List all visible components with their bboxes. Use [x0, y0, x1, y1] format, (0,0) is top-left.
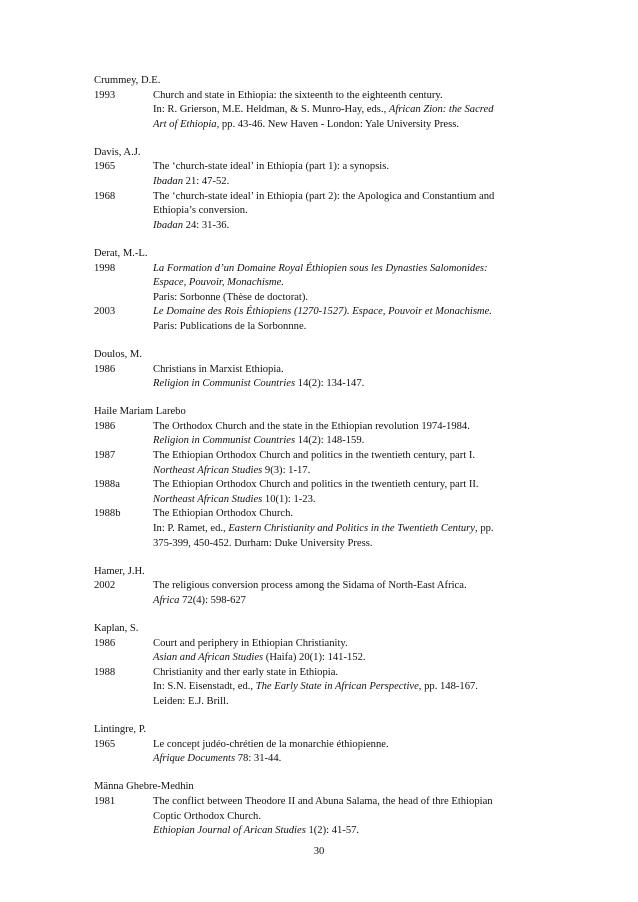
italic-text: The Early State in African Perspective [255, 681, 419, 693]
entry-line [153, 666, 554, 681]
entry-line [153, 695, 554, 710]
italic-text: Ibadan [153, 176, 184, 188]
entry-body [153, 507, 554, 551]
author-block [94, 348, 554, 392]
entry-text: 10(1): 1-23. [262, 493, 316, 505]
italic-text: Le Domaine des Rois Éthiopiens (1270-1527). Espace, Pouvoir et Monachisme. [153, 306, 492, 318]
author-block [94, 780, 554, 838]
bibliography-entry [94, 637, 554, 666]
entry-text: , pp. 43-46. New Haven - London: Yale University Press. [216, 118, 460, 130]
italic-text: Africa [153, 594, 180, 606]
entry-text: Christians in Marxist Ethiopia. [153, 363, 284, 375]
entry-year: 1965 [94, 161, 116, 173]
entry-body [153, 738, 554, 767]
entry-text: In: S.N. Eisenstadt, ed., [153, 681, 256, 693]
entry-text: The Ethiopian Orthodox Church. [153, 508, 294, 520]
entry-body [153, 262, 554, 306]
entry-line [153, 204, 554, 219]
entry-line [153, 594, 554, 609]
entry-body [153, 305, 554, 334]
entry-line [153, 507, 554, 522]
author-block [94, 405, 554, 551]
entry-text: Paris: Publications de la Sorbonnne. [153, 320, 307, 332]
author-name: Crummey, D.E. [94, 75, 161, 86]
entry-line [153, 175, 554, 190]
entry-text: 24: 31-36. [183, 219, 230, 231]
italic-text: Northeast African Studies [153, 493, 263, 505]
author-name: Hamer, J.H. [94, 565, 145, 577]
entry-line [153, 276, 554, 291]
italic-text: Ibadan [153, 219, 184, 231]
author-block [94, 247, 554, 335]
author-name: Lintingre, P. [94, 724, 147, 736]
bibliography-entry [94, 666, 554, 710]
entry-line [153, 637, 554, 652]
entry-text: The religious conversion process among the Sidama of North-East Africa. [153, 580, 467, 592]
author-name: Haile Mariam Larebo [94, 406, 186, 418]
entry-text: 21: 47-52. [183, 176, 230, 188]
author-name: Derat, M.-L. [94, 247, 148, 259]
entry-line [153, 160, 554, 175]
bibliography-entry [94, 449, 554, 478]
author-block [94, 723, 554, 767]
bibliography-entry [94, 420, 554, 449]
entry-text: In: P. Ramet, ed., [153, 523, 229, 535]
entry-text: The Orthodox Church and the state in the Ethiopian revolution 1974-1984. [153, 420, 470, 432]
entry-year: 1993 [94, 89, 116, 101]
entry-line [153, 320, 554, 335]
entry-text: Coptic Orthodox Church. [153, 810, 261, 822]
entry-body [153, 89, 554, 133]
italic-text: African Zion: the Sacred [388, 104, 494, 116]
entry-text: 14(2): 134-147. [295, 378, 365, 390]
entry-body [153, 420, 554, 449]
entry-body [153, 795, 554, 839]
italic-text: Asian and African Studies [153, 652, 264, 664]
italic-text: Eastern Christianity and Politics in the Twentieth Century [228, 523, 476, 535]
entry-line [153, 190, 554, 205]
bibliography-entry [94, 190, 554, 234]
entry-line [153, 537, 554, 552]
entry-text: , pp. 148-167. [418, 681, 478, 693]
entry-text: Ethiopia’s conversion. [153, 205, 248, 217]
entry-line [153, 219, 554, 234]
author-block [94, 74, 554, 132]
entry-text: 375-399, 450-452. Durham: Duke University Press. [153, 537, 373, 549]
italic-text: Religion in Communist Countries [153, 378, 296, 390]
entry-year: 1998 [94, 262, 116, 274]
entry-year: 2002 [94, 580, 116, 592]
entry-text: The Ethiopian Orthodox Church and politics in the twentieth century, part II. [153, 479, 479, 491]
entry-line [153, 103, 554, 118]
entry-line [153, 377, 554, 392]
entry-text: The Ethiopian Orthodox Church and politics in the twentieth century, part I. [153, 450, 476, 462]
entry-line [153, 363, 554, 378]
entry-line [153, 738, 554, 753]
entry-text: The ‘church-state ideal’ in Ethiopia (part 1): a synopsis. [153, 161, 390, 173]
author-name: Doulos, M. [94, 349, 142, 360]
page-number: 30 [313, 846, 325, 857]
entry-body [153, 478, 554, 507]
entry-line [153, 449, 554, 464]
entry-body [153, 449, 554, 478]
entry-year: 1988 [94, 666, 116, 678]
author-name: Kaplan, S. [94, 623, 139, 634]
italic-text: Afrique Documents [153, 753, 236, 765]
entry-line [153, 810, 554, 825]
entry-line [153, 824, 554, 839]
entry-line [153, 579, 554, 594]
bibliography-entry [94, 579, 554, 608]
entry-text: In: R. Grierson, M.E. Heldman, & S. Munro-Hay, eds., [153, 104, 389, 116]
entry-line [153, 464, 554, 479]
entry-text: Leiden: E.J. Brill. [153, 695, 229, 707]
author-block [94, 565, 554, 609]
entry-year: 2003 [94, 306, 116, 318]
entry-text: The conflict between Theodore II and Abuna Salama, the head of thre Ethiopian [153, 795, 493, 807]
entry-line [153, 680, 554, 695]
entry-line [153, 305, 554, 320]
entry-line [153, 118, 554, 133]
entry-line [153, 795, 554, 810]
bibliography-entry [94, 795, 554, 839]
bibliography-entry [94, 363, 554, 392]
entry-body [153, 160, 554, 189]
entry-line [153, 752, 554, 767]
bibliography-entry [94, 507, 554, 551]
entry-year: 1986 [94, 363, 116, 375]
author-block [94, 146, 554, 234]
entry-text: Le concept judéo-chrétien de la monarchie éthiopienne. [153, 738, 389, 750]
entry-year: 1968 [94, 190, 116, 202]
bibliography-entry [94, 478, 554, 507]
entry-text: Court and periphery in Ethiopian Christianity. [153, 637, 348, 649]
entry-line [153, 420, 554, 435]
entry-line [153, 434, 554, 449]
bibliography-entry [94, 89, 554, 133]
entry-line [153, 89, 554, 104]
entry-year: 1965 [94, 738, 116, 750]
entry-text: Paris: Sorbonne (Thèse de doctorat). [153, 291, 309, 303]
italic-text: Art of Ethiopia [153, 118, 217, 130]
italic-text: Espace, Pouvoir, Monachisme. [153, 277, 284, 289]
italic-text: Northeast African Studies [153, 464, 263, 476]
entry-body [153, 190, 554, 234]
entry-line [153, 651, 554, 666]
bibliography-entry [94, 160, 554, 189]
entry-year: 1981 [94, 795, 116, 807]
entry-year: 1988b [94, 508, 121, 520]
entry-text: 72(4): 598-627 [179, 594, 246, 606]
entry-year: 1986 [94, 637, 116, 649]
italic-text: Ethiopian Journal of Arican Studies [153, 825, 306, 837]
entry-line [153, 522, 554, 537]
italic-text: La Formation d’un Domaine Royal Éthiopien sous les Dynasties Salomonides: [153, 262, 488, 274]
entry-line [153, 262, 554, 277]
author-block [94, 622, 554, 710]
entry-text: 1(2): 41-57. [305, 825, 360, 837]
entry-text: Church and state in Ethiopia: the sixteenth to the eighteenth century. [153, 89, 443, 101]
bibliography-entry [94, 305, 554, 334]
author-name: Männa Ghebre-Medhin [94, 781, 194, 793]
entry-body [153, 637, 554, 666]
entry-text: 14(2): 148-159. [295, 435, 365, 447]
entry-text: (Haifa) 20(1): 141-152. [263, 652, 366, 664]
author-name: Davis, A.J. [94, 146, 141, 158]
entry-text: The ‘church-state ideal’ in Ethiopia (part 2): the Apologica and Constantium and [153, 190, 495, 202]
entry-body [153, 363, 554, 392]
entry-text: 78: 31-44. [235, 753, 282, 765]
entry-year: 1988a [94, 479, 120, 491]
entry-text: , pp. [475, 523, 494, 535]
entry-line [153, 478, 554, 493]
entry-line [153, 493, 554, 508]
entry-year: 1987 [94, 450, 116, 462]
bibliography-entry [94, 262, 554, 306]
entry-body [153, 666, 554, 710]
entry-year: 1986 [94, 420, 116, 432]
entry-text: 9(3): 1-17. [262, 464, 311, 476]
entry-text: Christianity and ther early state in Ethiopia. [153, 666, 339, 678]
italic-text: Religion in Communist Countries [153, 435, 296, 447]
bibliography-entry [94, 738, 554, 767]
entry-body [153, 579, 554, 608]
entry-line [153, 291, 554, 306]
bibliography-list [94, 74, 554, 852]
